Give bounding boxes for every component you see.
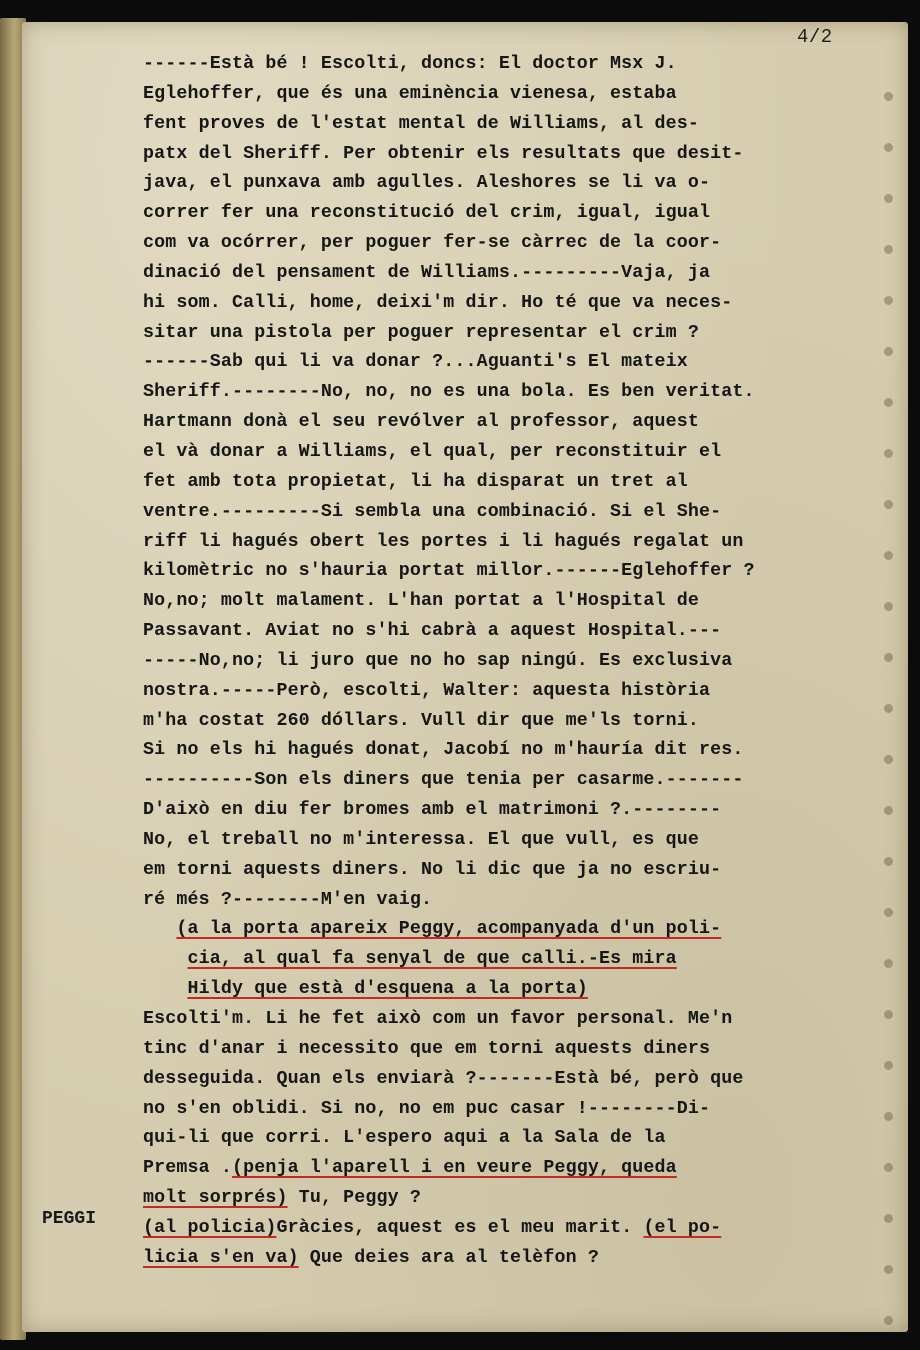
text-line	[143, 587, 903, 617]
line-text: ----------Son els diners que tenia per casarme.-------	[143, 770, 744, 791]
line-text: m'ha costat 260 dóllars. Vull dir que me'ls torni.	[143, 710, 700, 731]
text-line	[143, 408, 903, 438]
line-text: fet amb tota propietat, li ha disparat un tret al	[143, 471, 688, 492]
text-line	[143, 348, 903, 378]
text-line	[143, 50, 903, 80]
line-text: tinc d'anar i necessito que em torni aquests diners	[143, 1038, 711, 1059]
text-line	[143, 378, 903, 408]
line-text: patx del Sheriff. Per obtenir els resultats que desit-	[143, 143, 744, 164]
text-line	[143, 1095, 903, 1125]
text-line	[143, 1065, 903, 1095]
page-number: 4/2	[797, 26, 833, 48]
text-line	[143, 1035, 903, 1065]
line-text: riff li hagués obert les portes i li hagués regalat un	[143, 531, 744, 552]
line-text: java, el punxava amb agulles. Aleshores se li va o-	[143, 173, 711, 194]
text-line	[143, 677, 903, 707]
text-line	[143, 259, 903, 289]
line-text: no s'en oblidi. Si no, no em puc casar !--------Di-	[143, 1098, 711, 1119]
text-line	[143, 199, 903, 229]
text-line	[143, 886, 903, 916]
script-text	[143, 50, 903, 1274]
line-text: fent proves de l'estat mental de Williams, al des-	[143, 113, 700, 134]
text-line	[143, 856, 903, 886]
line-text: Gràcies, aquest es el meu marit.	[276, 1217, 644, 1238]
line-text: Premsa .	[143, 1158, 232, 1179]
text-line	[143, 707, 903, 737]
text-line	[143, 319, 903, 349]
line-text: Que deies ara al telèfon ?	[298, 1247, 599, 1268]
line-text: No, el treball no m'interessa. El que vull, es que	[143, 829, 700, 850]
typed-page	[22, 22, 908, 1332]
stage-direction: (al policia)	[143, 1217, 277, 1238]
line-text	[143, 919, 176, 939]
text-line	[143, 796, 903, 826]
line-text: No,no; molt malament. L'han portat a l'Hospital de	[143, 591, 700, 612]
line-text: Escolti'm. Li he fet això com un favor personal. Me'n	[143, 1009, 733, 1029]
text-line	[143, 617, 903, 647]
line-text: desseguida. Quan els enviarà ?-------Està bé, però que	[143, 1068, 744, 1089]
line-text: dinació del pensament de Williams.---------Vaja, ja	[143, 262, 711, 283]
line-text: Sheriff.--------No, no, no es una bola. Es ben veritat.	[143, 382, 755, 403]
stage-direction: licia s'en va)	[143, 1247, 299, 1268]
text-line	[143, 826, 903, 856]
text-line	[143, 80, 903, 110]
text-line	[143, 1154, 903, 1184]
line-text: Si no els hi hagués donat, Jacobí no m'hauría dit res.	[143, 740, 744, 761]
text-line	[143, 140, 903, 170]
text-line	[143, 229, 903, 259]
text-line	[143, 915, 903, 945]
line-text: ventre.---------Si sembla una combinació. Si el She-	[143, 501, 722, 522]
text-line	[143, 110, 903, 140]
stage-direction: cia, al qual fa senyal de que calli.-Es mira	[187, 949, 677, 970]
line-text: nostra.-----Però, escolti, Walter: aquesta història	[143, 680, 711, 701]
text-line	[143, 1184, 903, 1214]
speaker-label: PEGGI	[42, 1209, 97, 1229]
stage-direction: molt sorprés)	[143, 1188, 288, 1209]
line-text: Tu, Peggy ?	[287, 1188, 422, 1209]
text-line	[143, 169, 903, 199]
text-line	[143, 766, 903, 796]
line-text: correr fer una reconstitució del crim, igual, igual	[143, 203, 711, 224]
line-text: qui-li que corri. L'espero aqui a la Sala de la	[143, 1128, 666, 1149]
line-text: em torni aquests diners. No li dic que ja no escriu-	[143, 859, 722, 880]
line-text	[143, 979, 187, 999]
line-text: Hartmann donà el seu revólver al professor, aquest	[143, 412, 700, 433]
stage-direction: (el po-	[643, 1217, 722, 1238]
line-text: sitar una pistola per poguer representar el crim ?	[143, 322, 700, 343]
stage-direction: (a la porta apareix Peggy, acompanyada d'un poli-	[176, 919, 722, 940]
text-line	[143, 289, 903, 319]
text-line	[143, 647, 903, 677]
text-line	[143, 528, 903, 558]
line-text: Eglehoffer, que és una eminència vienesa, estaba	[143, 83, 677, 104]
line-text: -----No,no; li juro que no ho sap ningú. Es exclusiva	[143, 650, 733, 671]
text-line	[143, 945, 903, 975]
text-line	[143, 975, 903, 1005]
text-line	[143, 736, 903, 766]
line-text: el và donar a Williams, el qual, per reconstituir el	[143, 441, 722, 462]
line-text	[143, 949, 187, 969]
text-line	[143, 498, 903, 528]
line-text: D'això en diu fer bromes amb el matrimoni ?.--------	[143, 800, 722, 821]
text-line	[143, 468, 903, 498]
line-text: ------Està bé ! Escolti, doncs: El doctor Msx J.	[143, 54, 677, 74]
text-line	[143, 1244, 903, 1274]
text-line	[143, 1005, 903, 1035]
line-text: hi som. Calli, home, deixi'm dir. Ho té que va neces-	[143, 292, 733, 313]
text-line	[143, 1124, 903, 1154]
line-text: ré més ?--------M'en vaig.	[143, 889, 433, 910]
line-text: com va ocórrer, per poguer fer-se càrrec de la coor-	[143, 233, 722, 254]
text-line	[143, 438, 903, 468]
line-text: ------Sab qui li va donar ?...Aguanti's El mateix	[143, 352, 688, 373]
stage-direction: Hildy que està d'esquena a la porta)	[187, 979, 588, 1000]
line-text: Passavant. Aviat no s'hi cabrà a aquest Hospital.---	[143, 621, 722, 642]
stage-direction: (penja l'aparell i en veure Peggy, queda	[231, 1158, 677, 1179]
text-line	[143, 1214, 903, 1244]
line-text: kilomètric no s'hauria portat millor.------Eglehoffer ?	[143, 561, 755, 582]
text-line	[143, 557, 903, 587]
